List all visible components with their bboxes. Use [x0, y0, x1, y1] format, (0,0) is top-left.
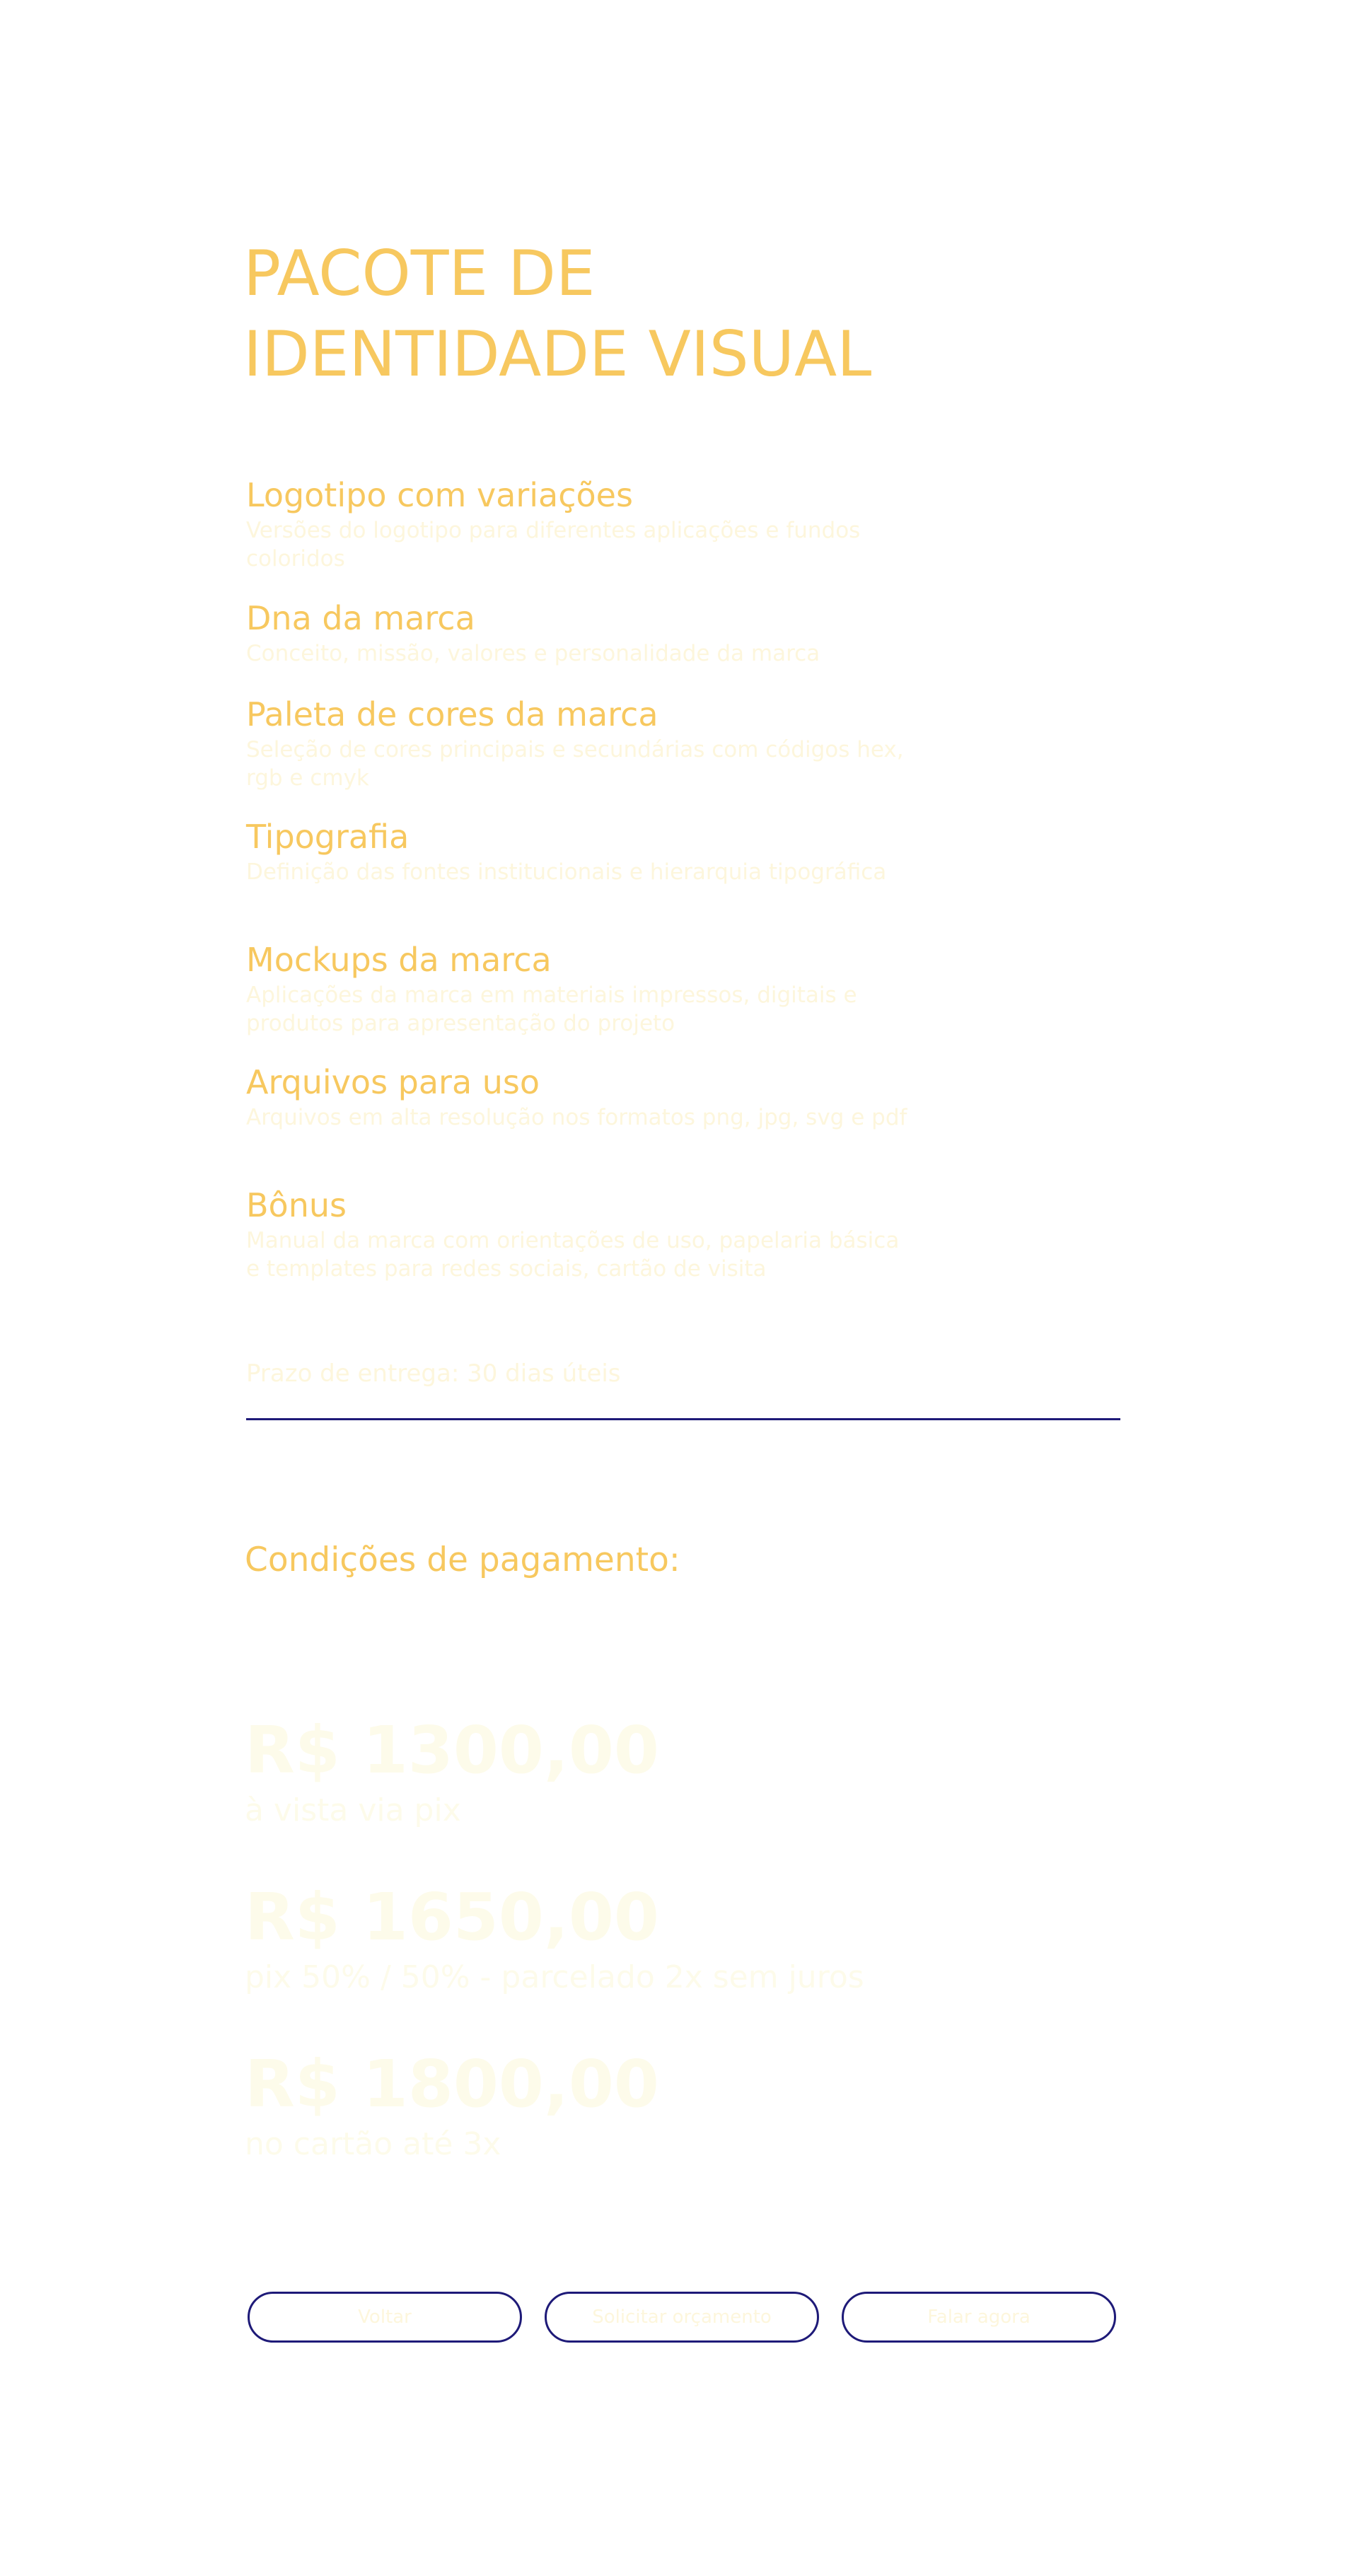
- feature-title: Bônus: [246, 1186, 347, 1224]
- feature-description: Versões do logotipo para diferentes aplicações e fundos coloridos: [246, 518, 861, 572]
- price-value: R$ 1800,00: [245, 2046, 659, 2122]
- price-option-2: [245, 1879, 952, 1997]
- feature-title: Paleta de cores da marca: [246, 695, 658, 733]
- feature-description: Definição das fontes institucionais e hierarquia tipográfica: [246, 859, 887, 885]
- feature-item-tipografia: [246, 816, 911, 886]
- divider: [246, 1418, 1120, 1420]
- delivery-time: Prazo de entrega: 30 dias úteis: [246, 1359, 621, 1388]
- feature-item-dna: [246, 597, 911, 668]
- price-value: R$ 1650,00: [245, 1879, 659, 1955]
- price-option-1: [245, 1712, 952, 1831]
- action-buttons: [248, 2292, 1122, 2345]
- payment-heading: Condições de pagamento:: [245, 1541, 680, 1579]
- price-condition: no cartão até 3x: [245, 2126, 501, 2162]
- feature-title: Mockups da marca: [246, 941, 552, 979]
- feature-title: Tipografia: [246, 818, 410, 856]
- feature-title: Logotipo com variações: [246, 476, 633, 514]
- feature-title: Arquivos para uso: [246, 1063, 540, 1101]
- package-title-line-1: PACOTE DE: [243, 237, 596, 310]
- package-title-line-2: IDENTIDADE VISUAL: [243, 318, 872, 390]
- feature-item-paleta: [246, 693, 911, 792]
- feature-title: Dna da marca: [246, 599, 475, 637]
- contact-now-button[interactable]: Falar agora: [842, 2292, 1116, 2343]
- feature-item-logotipo: [246, 474, 911, 573]
- request-quote-button[interactable]: Solicitar orçamento: [545, 2292, 819, 2343]
- price-option-3: [245, 2046, 952, 2164]
- feature-description: Aplicações da marca em materiais impressos, digitais e produtos para apresentação do projeto: [246, 982, 857, 1036]
- price-value: R$ 1300,00: [245, 1712, 659, 1788]
- feature-description: Manual da marca com orientações de uso, papelaria básica e templates para redes sociais, cartão de visita: [246, 1228, 900, 1282]
- feature-description: Conceito, missão, valores e personalidade da marca: [246, 641, 820, 666]
- package-title: [243, 233, 871, 395]
- back-button[interactable]: Voltar: [248, 2292, 522, 2343]
- feature-description: Arquivos em alta resolução nos formatos png, jpg, svg e pdf: [246, 1105, 907, 1130]
- price-condition: pix 50% / 50% - parcelado 2x sem juros: [245, 1959, 864, 1995]
- feature-item-arquivos: [246, 1061, 911, 1132]
- feature-description: Seleção de cores principais e secundárias com códigos hex, rgb e cmyk: [246, 737, 904, 791]
- feature-item-mockups: [246, 939, 911, 1038]
- feature-item-bonus: [246, 1184, 911, 1283]
- price-condition: à vista via pix: [245, 1792, 461, 1828]
